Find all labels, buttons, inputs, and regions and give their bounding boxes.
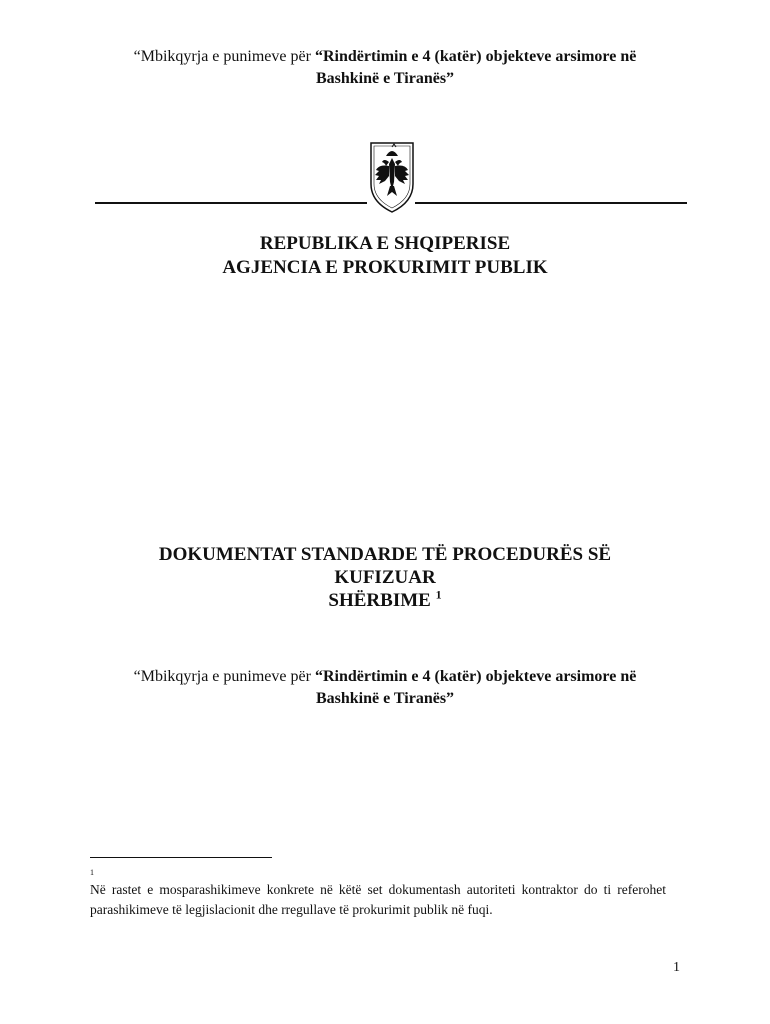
header-bold-line2: Bashkinë e Tiranës”	[315, 70, 455, 87]
footnote-separator	[90, 857, 272, 858]
page-number: 1	[673, 960, 680, 975]
subject-bold-line1: “Rindërtimin e 4 (katër) objekteve arsimore në	[314, 668, 637, 685]
document-title	[60, 543, 710, 612]
agency-line-procurement: AGJENCIA E PROKURIMIT PUBLIK	[222, 257, 548, 278]
subject-bold-line2: Bashkinë e Tiranës”	[315, 690, 455, 707]
header-bold-line1: “Rindërtimin e 4 (katër) objekteve arsimore në	[314, 48, 637, 65]
footnote-mark: 1	[90, 868, 94, 877]
horizontal-rule-right	[415, 202, 687, 204]
header-project-title	[60, 46, 710, 90]
agency-line-republic: REPUBLIKA E SHQIPERISE	[259, 233, 511, 254]
document-title-line3-text: SHËRBIME	[328, 590, 431, 611]
document-title-line1: DOKUMENTAT STANDARDE TË PROCEDURËS SË	[158, 544, 612, 565]
subject-title	[60, 666, 710, 710]
horizontal-rule-left	[95, 202, 367, 204]
emblem-row	[95, 140, 687, 215]
document-title-line2: KUFIZUAR	[334, 567, 436, 588]
footnote-text: Në rastet e mosparashikimeve konkrete në këtë set dokumentash autoriteti kontraktor do ti referohet parashikimeve të legjislacionit dhe rregullave të prokurimit publik në fuqi.	[90, 882, 666, 917]
document-title-line3	[60, 589, 710, 612]
header-prefix: “Mbikqyrja e punimeve për	[133, 48, 315, 65]
albanian-eagle-icon	[367, 140, 417, 214]
agency-heading	[60, 232, 710, 280]
footnote-reference: 1	[435, 587, 442, 602]
subject-prefix: “Mbikqyrja e punimeve për	[133, 668, 315, 685]
